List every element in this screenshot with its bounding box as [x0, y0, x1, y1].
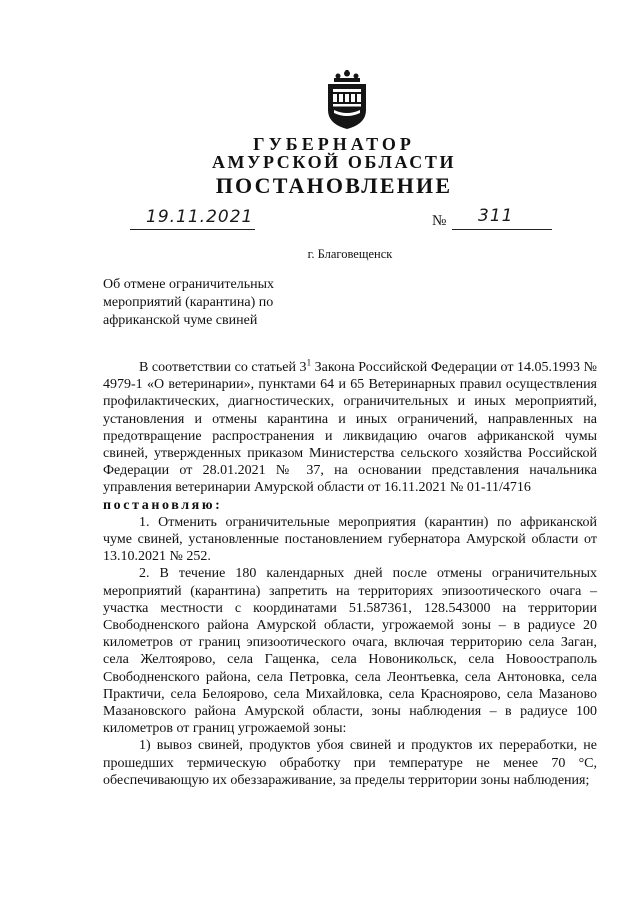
subject-line: мероприятий (карантина) по: [103, 295, 274, 310]
resolve-heading: постановляю:: [103, 497, 223, 513]
preamble-text-continued: Закона Российской Федерации от 14.05.1993 № 4979-1 «О ветеринарии», пунктами 64 и 65 Ветеринарных правил осуществления профилактических, диагностических, ограничительных и иных мероприятий, установления и отмены карантина и иных ограничений, направленных на предотвращение распространения и ликвидацию очагов африканской чумы свиней, утвержденных приказом Министерства сельского хозяйства Российской Федерации от 28.01.2021 № 37, на основании представления начальника управления ветеринарии Амурской области от 16.11.2021 № 01-11/4716: [103, 360, 597, 496]
region-title: АМУРСКОЙ ОБЛАСТИ: [211, 152, 457, 172]
subject-line: африканской чуме свиней: [103, 313, 258, 328]
number-underline: [452, 229, 552, 230]
preamble-paragraph: [103, 359, 597, 497]
governor-title: ГУБЕРНАТОР: [253, 134, 415, 154]
item-2-paragraph: 2. В течение 180 календарных дней после отмены ограничительных мероприятий (карантина) запретить на территориях эпизоотического очага – участка местности с координатами 51.587361, 128.543000 на территории Свободненского района Амурской области, угрожаемой зоны – в радиусе 20 километров от границ эпизоотического очага, включая территорию села Заган, села Желтоярово, села Гащенка, села Новоникольск, села Новоостраполь Свободненского района, села Петровка, села Леонтьевка, села Антоновка, села Практичи, села Белоярово, села Михайловка, села Красноярово, села Мазаново Мазановского района Амурской области, зоны наблюдения – в радиусе 100 километров от границ угрожаемой зоны:: [103, 566, 597, 737]
coat-of-arms-emblem: [325, 70, 369, 130]
preamble-text: В соответствии со статьей 3: [139, 360, 307, 375]
number-sign: №: [432, 213, 447, 229]
document-subject: [103, 276, 303, 330]
item-2-1-paragraph: 1) вывоз свиней, продуктов убоя свиней и продуктов их переработки, не прошедших термическую обработку при температуре не менее 70 °С, обеспечивающую их обеззараживание, за пределы территории зоны наблюдения;: [103, 738, 597, 788]
subject-line: Об отмене ограничительных: [103, 277, 275, 292]
article-superscript: 1: [306, 357, 312, 368]
date-underline: [130, 229, 255, 230]
document-date: 19.11.2021: [146, 207, 254, 227]
item-1-paragraph: 1. Отменить ограничительные мероприятия (карантин) по африканской чуме свиней, установленные постановлением губернатора Амурской области от 13.10.2021 № 252.: [103, 514, 597, 565]
document-type-title: ПОСТАНОВЛЕНИЕ: [215, 173, 453, 198]
document-body: [103, 359, 597, 789]
city-label: г. Благовещенск: [307, 247, 393, 261]
document-number: 311: [478, 206, 514, 226]
